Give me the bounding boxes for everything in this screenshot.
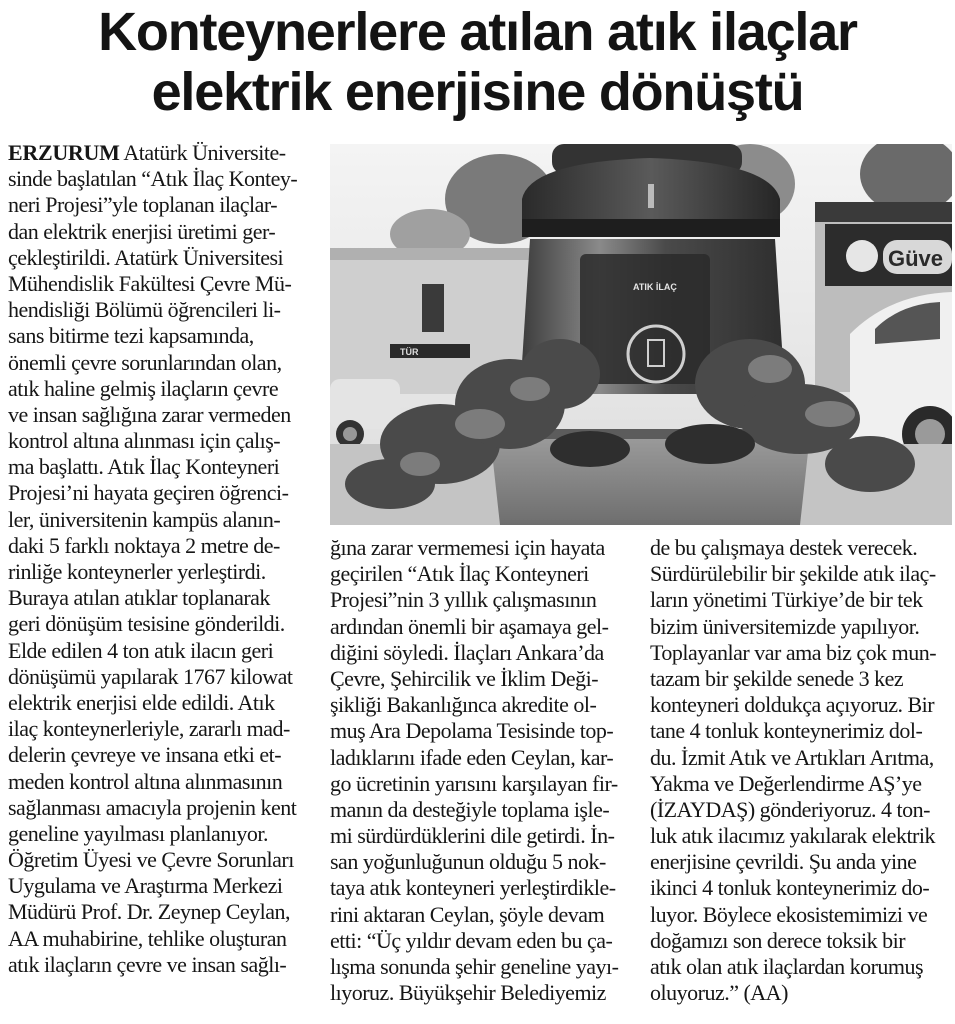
text-line: meden kontrol altına alınmasının (8, 768, 283, 794)
text-line: AA muhabirine, tehlike oluşturan (8, 925, 287, 951)
text-line: mi sürdürdüklerini dile getirdi. İn- (330, 823, 615, 849)
text-line: atık ilaçların çevre ve insan sağlı- (8, 951, 287, 977)
text-line: ların yönetimi Türkiye’de bir tek (650, 587, 923, 613)
article-photo (330, 144, 952, 525)
text-line: elektrik enerjisi elde edildi. Atık (8, 689, 275, 715)
text-line: ERZURUM Atatürk Üniversite- (8, 140, 286, 165)
text-line: du. İzmit Atık ve Artıkları Arıtma, (650, 744, 934, 770)
text-line: ve insan sağlığına zarar vermeden (8, 401, 291, 427)
text-line: geçirilen “Atık İlaç Konteyneri (330, 561, 589, 587)
text-line: (İZAYDAŞ) gönderiyoruz. 4 ton- (650, 796, 930, 822)
article-column-2 (330, 535, 625, 1006)
text-line: go ücretinin yarısını karşılayan fir- (330, 770, 618, 796)
text-line: Sürdürülebilir bir şekilde atık ilaç- (650, 561, 936, 587)
text-line: Öğretim Üyesi ve Çevre Sorunları (8, 847, 294, 873)
text-line: dönüşümü yapılarak 1767 kilowat (8, 663, 293, 689)
text-line: Projesi’ni hayata geçiren öğrenci- (8, 480, 289, 506)
article-column-3 (650, 535, 950, 1006)
text-line: sağlanması amacıyla projenin kent (8, 794, 297, 820)
text-line: daki 5 farklı noktaya 2 metre de- (8, 532, 280, 558)
text-line: Elde edilen 4 ton atık ilacın geri (8, 637, 274, 663)
text-line: geri dönüşüm tesisine gönderildi. (8, 611, 285, 637)
text-line: çekleştirildi. Atatürk Üniversitesi (8, 244, 284, 270)
text-line: etti: “Üç yıldır devam eden bu ça- (330, 927, 613, 953)
text-line: lıyoruz. Büyükşehir Belediyemiz (330, 980, 606, 1006)
text-line: tazam bir şekilde senede 3 kez (650, 665, 904, 691)
headline-line-2: elektrik enerjisine dönüştü (151, 62, 804, 122)
dateline: ERZURUM (8, 140, 120, 165)
car-left (330, 379, 400, 429)
text-line: muş Ara Depolama Tesisinde top- (330, 718, 614, 744)
text-line: luyor. Böylece ekosistemimizi ve (650, 901, 928, 927)
text-line: taya atık konteyneri yerleştirdikle- (330, 875, 616, 901)
text-line: oluyoruz.” (AA) (650, 980, 788, 1006)
text-line: Müdürü Prof. Dr. Zeynep Ceylan, (8, 899, 291, 925)
text-line: sinde başlatılan “Atık İlaç Kontey- (8, 166, 298, 192)
text-line: hendisliği Bölümü öğrencileri li- (8, 297, 281, 323)
text-line: atık olan atık ilaçlardan korumuş (650, 954, 924, 979)
text-line: geneline yayılması planlanıyor. (8, 820, 269, 846)
text-line: önemli çevre sorunlarından olan, (8, 349, 282, 375)
text-line: rini aktaran Ceylan, şöyle devam (330, 901, 605, 927)
article-column-1 (8, 140, 313, 978)
text-line: ikinci 4 tonluk konteynerimiz do- (650, 875, 930, 901)
text-line: neri Projesi”yle toplanan ilaçlar- (8, 192, 278, 218)
text-line: Projesi”nin 3 yıllık çalışmasının (330, 587, 597, 613)
text-line: ilaç konteynerleriyle, zararlı mad- (8, 716, 290, 742)
text-line: ardından önemli bir aşamaya gel- (330, 613, 609, 639)
text-line: ma başlattı. Atık İlaç Konteyneri (8, 454, 280, 480)
text-line: delerin çevreye ve insana etki et- (8, 742, 282, 768)
text-line: bizim üniversitemizde yapılıyor. (650, 613, 920, 639)
headline (0, 2, 955, 122)
text-line: manın da desteğiyle toplama işle- (330, 796, 610, 822)
container-label: ATIK İLAÇ (633, 282, 677, 292)
text-line: Yakma ve Değerlendirme AŞ’ye (650, 770, 922, 796)
text-line: lışma sonunda şehir geneline yayı- (330, 954, 619, 979)
text-line: enerjisine çevrildi. Şu anda yine (650, 849, 917, 875)
text-line: Buraya atılan atıklar toplanarak (8, 585, 270, 611)
text-line: şikliği Bakanlığınca akredite ol- (330, 692, 597, 718)
text-line: atık haline gelmiş ilaçların çevre (8, 375, 279, 401)
text-line: luk atık ilacımız yakılarak elektrik (650, 823, 935, 849)
text-line: tane 4 tonluk konteynerimiz dol- (650, 718, 923, 744)
text-line: ğına zarar vermemesi için hayata (330, 535, 605, 560)
text-line: Toplayanlar var ama biz çok mun- (650, 639, 937, 665)
text-line: konteyneri doldukça açıyoruz. Bir (650, 692, 935, 718)
planter-box (490, 434, 810, 525)
text-line: sans bitirme tezi kapsamında, (8, 323, 254, 349)
text-line: rinliğe konteynerler yerleştirdi. (8, 559, 266, 584)
text-line: Mühendislik Fakültesi Çevre Mü- (8, 270, 292, 296)
text-line: san yoğunluğunun olduğu 5 nok- (330, 849, 606, 875)
text-line: Çevre, Şehircilik ve İklim Deği- (330, 665, 599, 691)
text-line: doğamızı son derece toksik bir (650, 927, 906, 953)
text-line: ladıklarını ifade eden Ceylan, kar- (330, 744, 614, 770)
text-line: de bu çalışmaya destek verecek. (650, 535, 918, 560)
text-line: kontrol altına alınması için çalış- (8, 428, 281, 454)
text-line: dan elektrik enerjisi üretimi ger- (8, 218, 276, 244)
headline-line-1: Konteynerlere atılan atık ilaçlar (98, 2, 857, 62)
shop-sign-text: Güve (888, 246, 944, 271)
text-line: diğini söyledi. İlaçları Ankara’da (330, 639, 604, 665)
photo-illustration (330, 144, 952, 525)
text-line: Uygulama ve Araştırma Merkezi (8, 873, 283, 899)
building-sign: TÜR (400, 347, 419, 357)
text-line: ler, üniversitenin kampüs alanın- (8, 506, 281, 532)
